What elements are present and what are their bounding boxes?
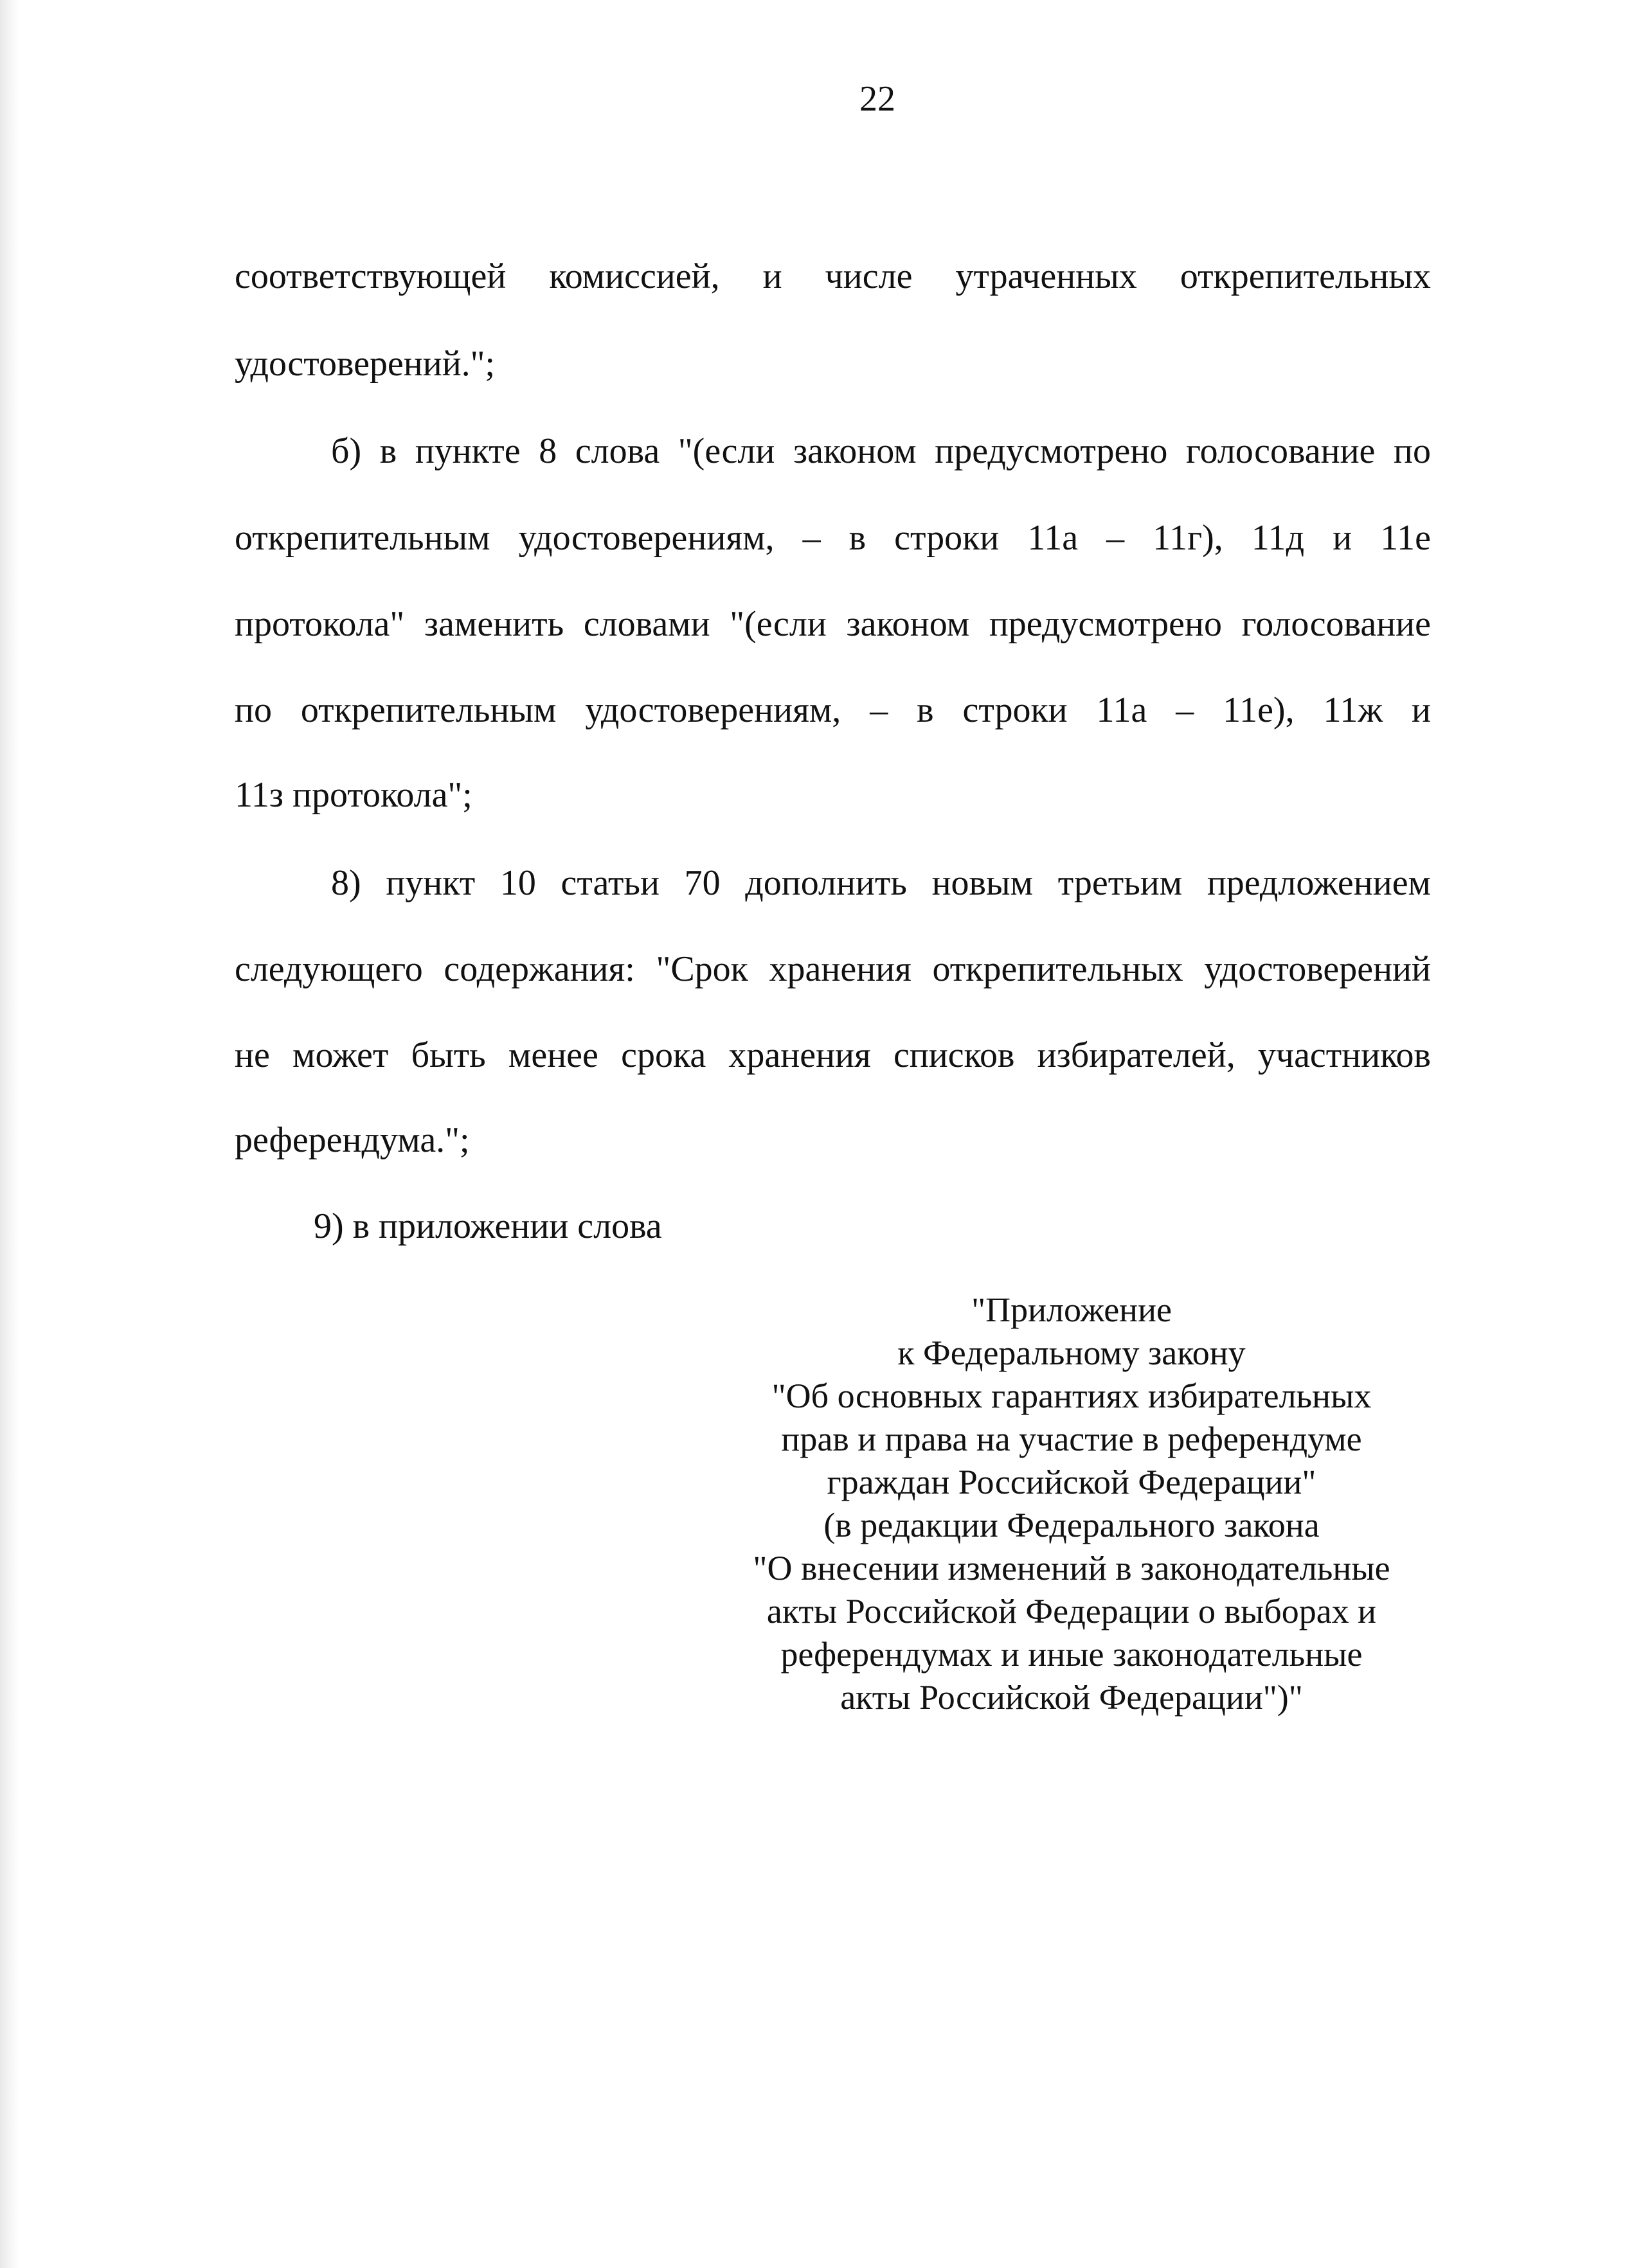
text-line: 11з протокола";	[235, 775, 472, 815]
text-line: следующего содержания: "Срок хранения открепительных удостоверений	[235, 949, 1431, 989]
text-line: соответствующей комиссией, и числе утраченных открепительных	[235, 256, 1431, 296]
text-line: не может быть менее срока хранения списков избирателей, участников	[235, 1035, 1431, 1075]
quote-line: "Об основных гарантиях избирательных	[771, 1377, 1372, 1415]
page-number: 22	[859, 79, 895, 119]
quote-line: акты Российской Федерации о выборах и	[766, 1592, 1377, 1630]
quote-line: "Приложение	[971, 1290, 1172, 1329]
scan-edge	[0, 0, 19, 2268]
text-line: референдума.";	[235, 1120, 470, 1160]
quote-line: акты Российской Федерации")"	[840, 1678, 1303, 1717]
text-line: 9) в приложении слова	[314, 1206, 662, 1246]
quote-line: "О внесении изменений в законодательные	[753, 1549, 1390, 1587]
text-line: протокола" заменить словами "(если законом предусмотрено голосование	[235, 604, 1431, 644]
text-line: 8) пункт 10 статьи 70 дополнить новым третьим предложением	[331, 863, 1431, 903]
quote-line: прав и права на участие в референдуме	[781, 1420, 1362, 1458]
text-line: б) в пункте 8 слова "(если законом предусмотрено голосование по	[331, 431, 1431, 471]
quoted-appendix-heading	[686, 1289, 1457, 1719]
quote-line: граждан Российской Федерации"	[827, 1463, 1316, 1501]
quote-line: референдумах и иные законодательные	[780, 1635, 1363, 1674]
text-line: удостоверений.";	[235, 344, 496, 384]
quote-line: (в редакции Федерального закона	[823, 1506, 1320, 1544]
text-line: по открепительным удостоверениям, – в строки 11а – 11е), 11ж и	[235, 690, 1431, 730]
text-line: открепительным удостоверениям, – в строки 11а – 11г), 11д и 11е	[235, 518, 1431, 558]
quote-line: к Федеральному закону	[897, 1334, 1246, 1372]
